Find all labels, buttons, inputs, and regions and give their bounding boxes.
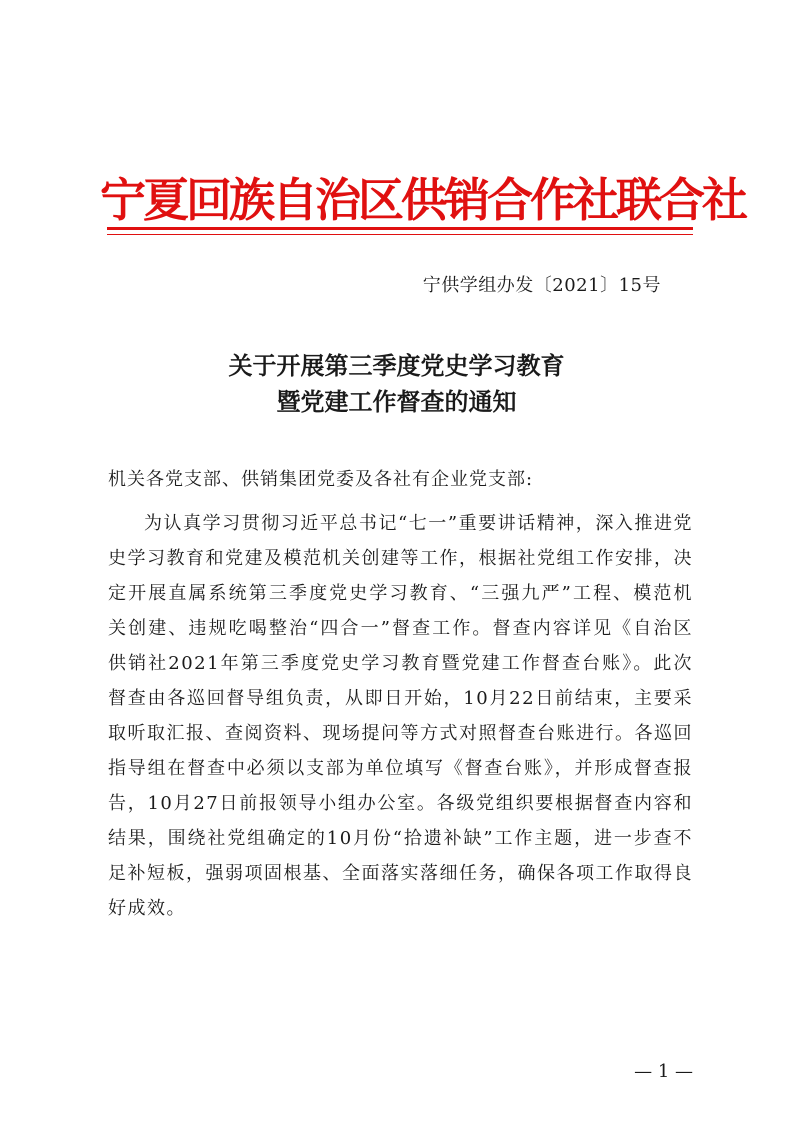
- document-number: 宁供学组办发〔2021〕15号: [422, 275, 661, 296]
- page-number: — 1 —: [634, 1061, 693, 1082]
- letterhead-red-rule-thick: [107, 227, 693, 230]
- letterhead-org-name: 宁夏回族自治区供销合作社联合社: [100, 173, 745, 227]
- body-paragraph: 为认真学习贯彻习近平总书记“七一”重要讲话精神，深入推进党史学习教育和党建及模范机关创建等工作，根据社党组工作安排，决定开展直属系统第三季度党史学习教育、“三强九严”工程、模范机关创建、违规吃喝整治“四合一”督查工作。督查内容详见《自治区供销社2021年第三季度党史学习教育暨党建工作督查台账》。此次督查由各巡回督导组负责，从即日开始，10月22日前结束，主要采取听取汇报、查阅资料、现场提问等方式对照督查台账进行。各巡回指导组在督查中必须以支部为单位填写《督查台账》，并形成督查报告，10月27日前报领导小组办公室。各级党组织要根据督查内容和结果，围绕社党组确定的10月份“拾遗补缺”工作主题，进一步查不足补短板，强弱项固根基、全面落实落细任务，确保各项工作取得良好成效。: [108, 513, 693, 919]
- addressee-line: 机关各党支部、供销集团党委及各社有企业党支部:: [108, 469, 534, 490]
- document-title-line-2: 暨党建工作督查的通知: [276, 387, 517, 416]
- letterhead-red-rule-thin: [107, 234, 693, 235]
- document-title-line-1: 关于开展第三季度党史学习教育: [228, 351, 565, 380]
- document-title: [100, 348, 693, 420]
